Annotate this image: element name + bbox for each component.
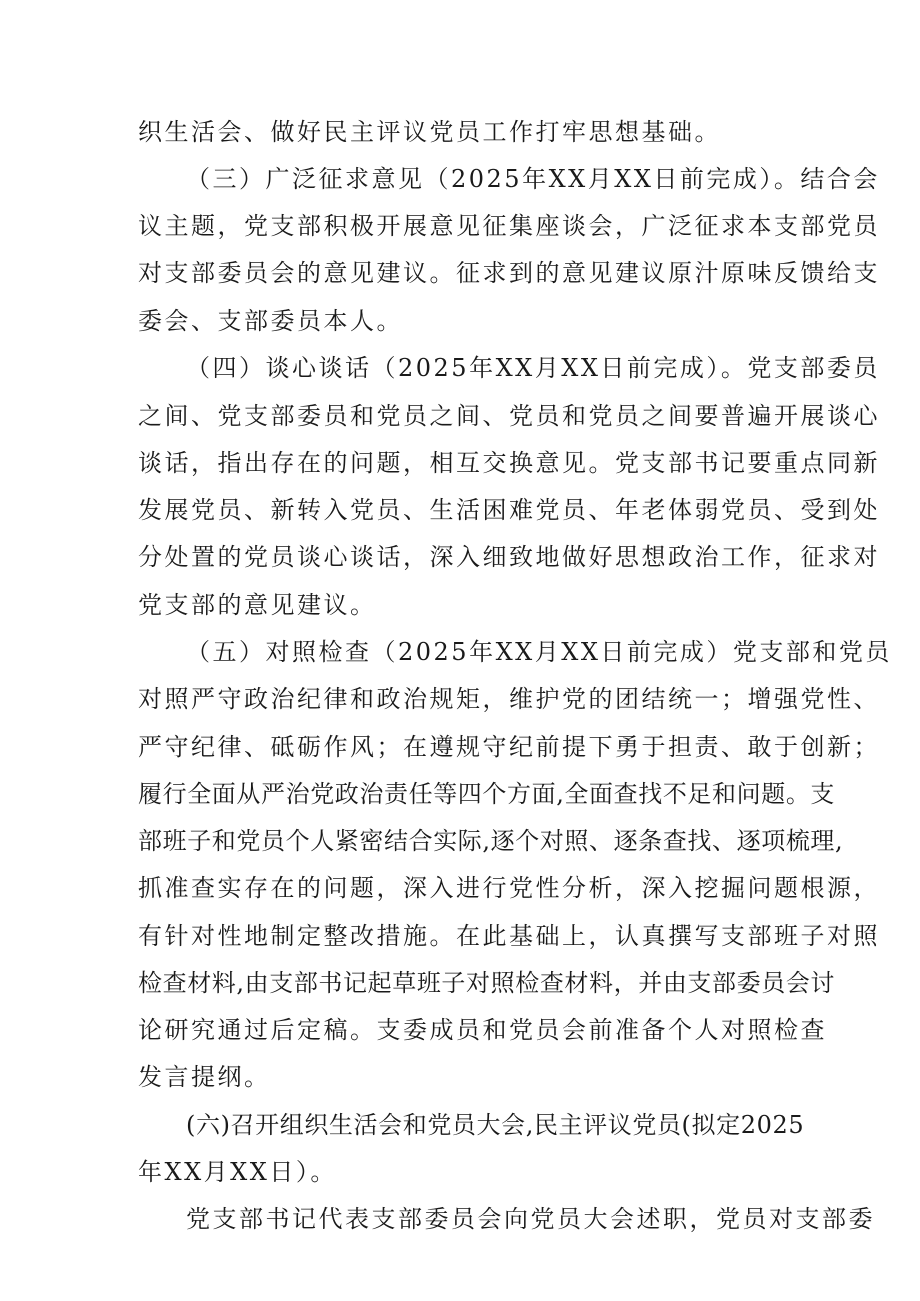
text-line: 部班子和党员个人紧密结合实际,逐个对照、逐条查找、逐项梳理,	[138, 827, 844, 855]
text-line: 党支部的意见建议。	[138, 591, 377, 619]
text-line: 对照严守政治纪律和政治规矩，维护党的团结统一；增强党性、	[138, 685, 880, 713]
text-line: 委会、支部委员本人。	[138, 307, 403, 335]
text-line: 谈话，指出存在的问题，相互交换意见。党支部书记要重点同新	[138, 449, 880, 477]
text-line: 抓准查实存在的问题，深入进行党性分析，深入挖掘问题根源，	[138, 874, 880, 902]
text-line: （四）谈心谈话（2025年XX月XX日前完成）。党支部委员	[186, 354, 880, 382]
text-line: 年XX月XX日）。	[138, 1158, 337, 1186]
text-line: （五）对照检查（2025年XX月XX日前完成）党支部和党员	[186, 638, 892, 666]
text-line: 织生活会、做好民主评议党员工作打牢思想基础。	[138, 118, 721, 146]
text-line: 发展党员、新转入党员、生活困难党员、年老体弱党员、受到处	[138, 496, 880, 524]
text-line: (六)召开组织生活会和党员大会,民主评议党员(拟定2025	[186, 1111, 805, 1139]
text-line: 议主题，党支部积极开展意见征集座谈会，广泛征求本支部党员	[138, 212, 880, 240]
text-line: 论研究通过后定稿。支委成员和党员会前准备个人对照检查	[138, 1016, 827, 1044]
text-line: 之间、党支部委员和党员之间、党员和党员之间要普遍开展谈心	[138, 402, 880, 430]
text-line: 严守纪律、砥砺作风；在遵规守纪前提下勇于担责、敢于创新；	[138, 733, 880, 761]
text-line: 有针对性地制定整改措施。在此基础上，认真撰写支部班子对照	[138, 922, 880, 950]
text-line: （三）广泛征求意见（2025年XX月XX日前完成）。结合会	[186, 165, 880, 193]
text-line: 检查材料,由支部书记起草班子对照检查材料，并由支部委员会讨	[138, 969, 836, 997]
text-line: 发言提纲。	[138, 1063, 271, 1091]
text-line: 党支部书记代表支部委员会向党员大会述职，党员对支部委	[186, 1205, 875, 1233]
text-line: 分处置的党员谈心谈话，深入细致地做好思想政治工作，征求对	[138, 543, 880, 571]
text-line: 履行全面从严治党政治责任等四个方面,全面查找不足和问题。支	[138, 780, 836, 808]
text-line: 对支部委员会的意见建议。征求到的意见建议原汁原味反馈给支	[138, 259, 880, 287]
